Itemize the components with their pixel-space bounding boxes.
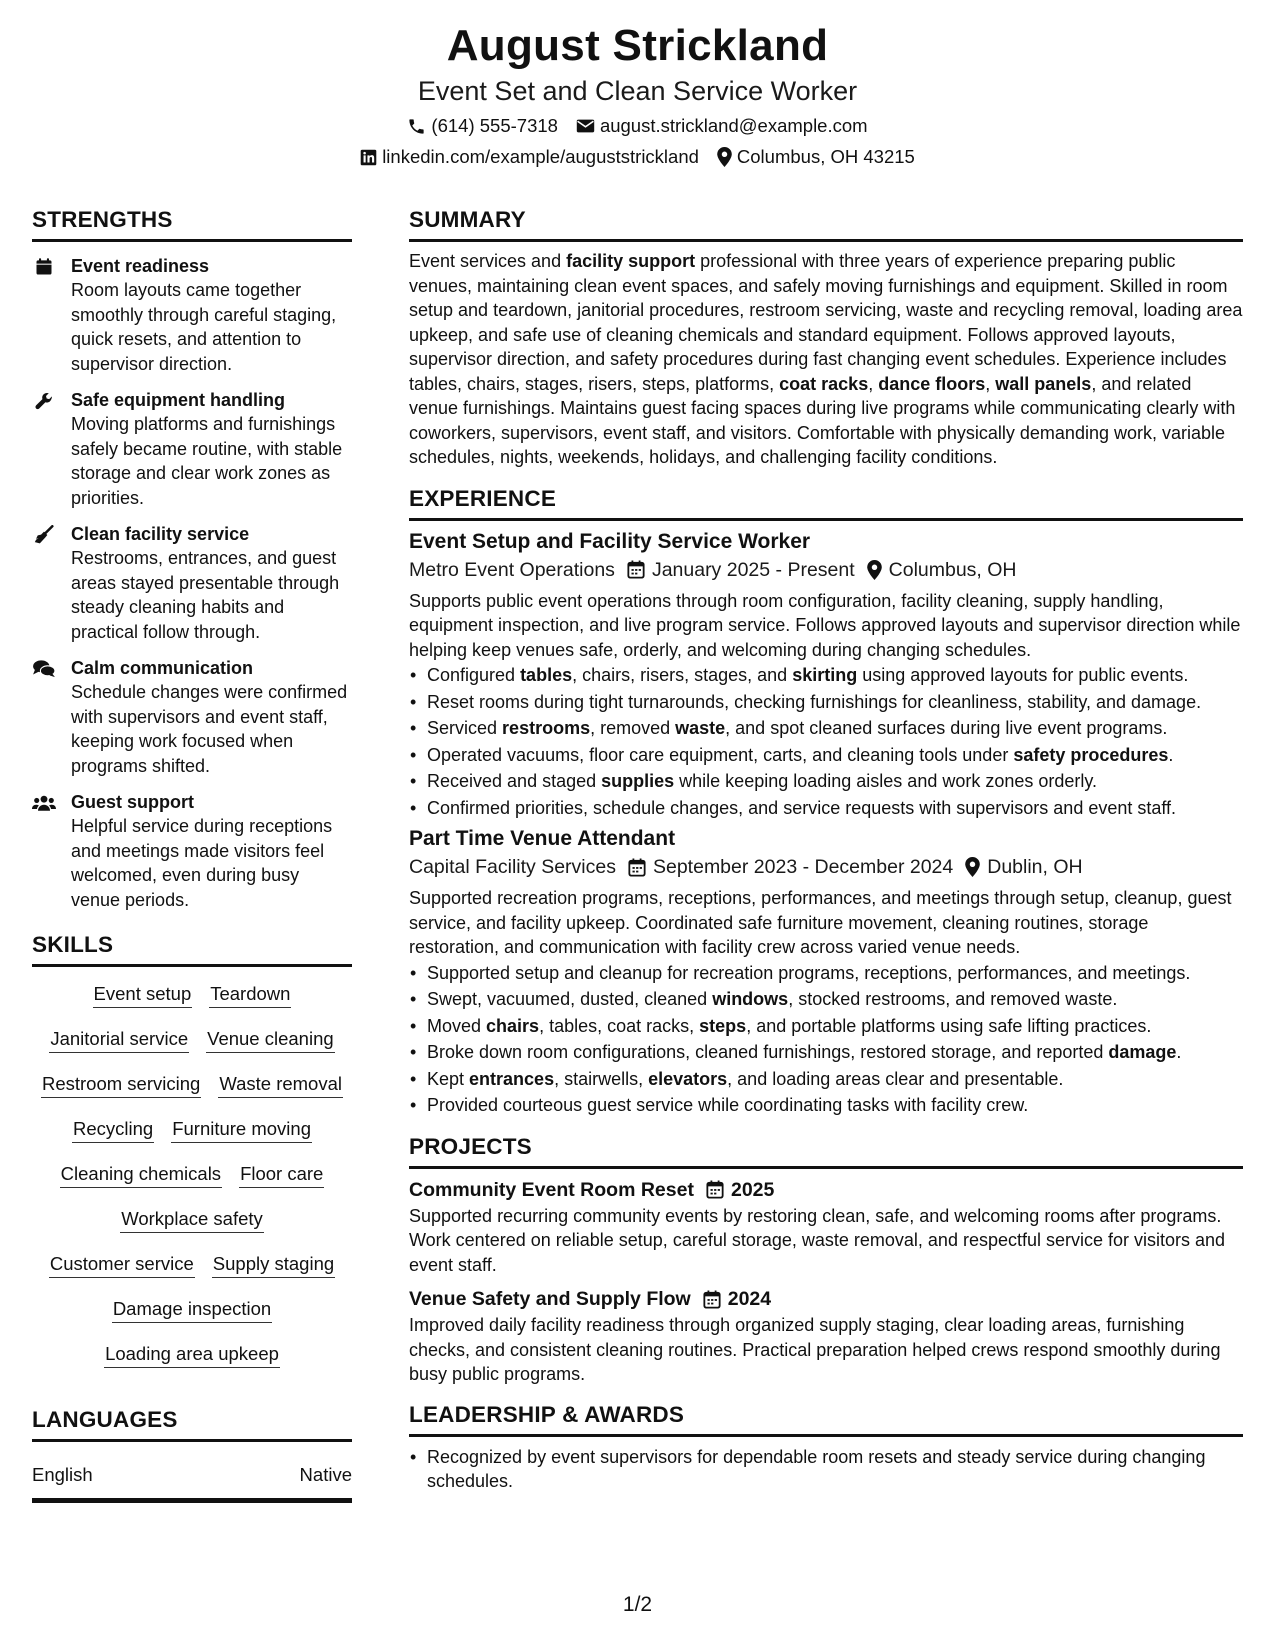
calendar-icon [32,257,56,277]
strength-item [32,388,352,510]
phone-item [407,111,558,141]
skill-tag: Restroom servicing [41,1071,201,1098]
job-dates-text: January 2025 - Present [651,558,855,581]
skill-tag: Supply staging [212,1251,335,1278]
skill-tag: Furniture moving [171,1116,312,1143]
location-text: Columbus, OH 43215 [736,146,915,167]
skill-row [32,1206,352,1251]
strength-desc: Restrooms, entrances, and guest areas stayed presentable through steady cleaning habits and practical follow through. [71,548,340,642]
skill-row [32,1341,352,1386]
language-level: Native [299,1464,352,1485]
job-location [965,853,1082,881]
job-entry [409,825,1243,1119]
job-description: Supports public event operations through room configuration, facility cleaning, supply handling, equipment inspection, and live program service. Follows approved layouts and supervisor direction while helping keep venues safe, orderly, and welcoming during changing schedules. [409,590,1241,660]
project-year-text: 2025 [730,1178,775,1201]
linkedin-text[interactable]: linkedin.com/example/auguststrickland [382,146,699,167]
users-icon [32,793,56,813]
linkedin-item[interactable] [360,142,699,172]
job-bullet: • Serviced restrooms, removed waste, and spot cleaned surfaces during live event programs. [427,715,1243,742]
project-entry [409,1177,1243,1278]
awards-heading: LEADERSHIP & AWARDS [409,1401,1243,1437]
skill-tag: Recycling [72,1116,154,1143]
job-bullet: • Reset rooms during tight turnarounds, checking furnishings for cleanliness, stability, and damage. [427,689,1243,716]
phone-icon [407,117,426,136]
summary-heading: SUMMARY [409,206,1243,242]
calendar-icon [627,560,645,579]
experience-heading: EXPERIENCE [409,485,1243,521]
skill-row [32,1071,352,1116]
skill-row [32,1116,352,1161]
job-bullet: • Received and staged supplies while keeping loading aisles and work zones orderly. [427,768,1243,795]
email-text[interactable]: august.strickland@example.com [599,115,868,136]
skill-tag: Floor care [239,1161,324,1188]
language-name: English [32,1464,93,1485]
email-item[interactable] [576,111,868,141]
skill-row [32,1026,352,1071]
strength-desc: Room layouts came together smoothly through careful staging, quick resets, and attention to supervisor direction. [71,280,337,374]
job-bullet: • Provided courteous guest service while coordinating tasks with facility crew. [427,1092,1243,1119]
summary-text: Event services and facility support professional with three years of experience preparing public venues, maintaining clean event spaces, and safely moving furnishings and equipment. Skilled in room setup and teardown, janitorial procedures, restroom servicing, waste and recycling removal, loading area upkeep, and safe use of cleaning chemicals and standard equipment. Follows approved layouts, supervisor direction, and safety procedures during fast changing event schedules. Experience includes tables, chairs, stages, risers, steps, platforms, coat racks, dance floors, wall panels, and related venue furnishings. Maintains guest facing spaces during live programs while communicating clearly with coworkers, supervisors, event staff, and visitors. Comfortable with physically demanding work, variable schedules, nights, weekends, holidays, and challenging facility conditions. [409,251,1243,467]
job-bullet: • Broke down room configurations, cleaned furnishings, restored storage, and reported damage. [427,1039,1243,1066]
project-description: Supported recurring community events by restoring clean, safe, and welcoming rooms after programs. Work centered on reliable setup, careful storage, waste removal, and respectful service for visitors and event staff. [409,1205,1226,1275]
job-bullet: • Swept, vacuumed, dusted, cleaned windows, stocked restrooms, and removed waste. [427,986,1243,1013]
skill-tag: Janitorial service [49,1026,189,1053]
candidate-title: Event Set and Clean Service Worker [417,76,858,106]
skill-row [32,981,352,1026]
skill-tag: Loading area upkeep [104,1341,280,1368]
job-bullet: • Configured tables, chairs, risers, stages, and skirting using approved layouts for public events. [427,662,1243,689]
calendar-icon [706,1180,724,1199]
job-bullets [409,662,1243,821]
skill-tag: Event setup [93,981,193,1008]
job-description: Supported recreation programs, receptions, performances, and meetings through setup, cleanup, guest service, and facility upkeep. Coordinated safe furniture movement, cleaning routines, storage restoration, and communication with facility crew across varied venue needs. [409,888,1232,957]
job-bullet: • Operated vacuums, floor care equipment, carts, and cleaning tools under safety procedures. [427,742,1243,769]
job-meta [409,556,1243,584]
project-year [703,1286,771,1312]
project-title-row [409,1286,1243,1312]
envelope-icon [576,118,595,134]
project-title: Community Event Room Reset [409,1178,694,1201]
phone-text: (614) 555-7318 [431,115,558,136]
candidate-name: August Strickland [446,21,829,70]
languages-heading: LANGUAGES [32,1406,352,1442]
skill-row [32,1296,352,1341]
strength-desc: Moving platforms and furnishings safely became routine, with stable storage and clear work zones as priorities. [71,414,343,508]
strength-item [32,656,352,778]
strength-title: Event readiness [71,256,210,276]
project-title: Venue Safety and Supply Flow [409,1288,691,1310]
location-item [717,142,915,172]
job-title: Part Time Venue Attendant [409,827,676,850]
left-column [32,206,352,1503]
job-meta [409,853,1243,881]
linkedin-icon [360,149,377,166]
job-bullet: • Supported setup and cleanup for recreation programs, receptions, performances, and meetings. [427,960,1243,987]
map-pin-icon [717,147,732,167]
project-year [706,1177,774,1203]
contact-row-2 [0,142,1275,172]
job-entry [409,528,1243,822]
skill-row [32,1251,352,1296]
strength-item [32,522,352,644]
strength-title: Clean facility service [71,524,250,544]
job-location [867,556,1017,584]
strength-item [32,790,352,912]
strength-desc: Schedule changes were confirmed with supervisors and event staff, keeping work focused when programs shifted. [71,682,348,776]
job-company: Capital Facility Services [409,856,616,878]
comments-icon [32,659,56,679]
broom-icon [32,525,56,545]
skills-heading: SKILLS [32,931,352,967]
strength-item [32,254,352,376]
strength-title: Guest support [71,792,195,812]
project-year-text: 2024 [727,1288,772,1310]
right-column [409,206,1243,1494]
wrench-icon [32,391,56,411]
job-bullet: • Kept entrances, stairwells, elevators, and loading areas clear and presentable. [427,1066,1243,1093]
map-pin-icon [965,857,980,877]
job-location-text: Dublin, OH [987,856,1083,878]
page-number: 1/2 [622,1593,653,1616]
award-item: • Recognized by event supervisors for dependable room resets and steady service during changing schedules. [427,1445,1243,1494]
projects-heading: PROJECTS [409,1133,1243,1169]
strength-title: Calm communication [71,658,254,678]
skills-list [32,967,352,1386]
skill-tag: Workplace safety [120,1206,264,1233]
project-entry [409,1286,1243,1387]
job-dates [628,853,953,881]
calendar-icon [703,1290,721,1309]
project-description: Improved daily facility readiness through organized supply staging, clear loading areas, furnishing checks, and consistent cleaning routines. Practical preparation helped crews respond smoothly during busy public programs. [409,1315,1221,1384]
job-bullet: • Confirmed priorities, schedule changes, and service requests with supervisors and event staff. [427,795,1243,822]
job-dates [627,556,855,584]
skill-tag: Venue cleaning [206,1026,335,1053]
skill-tag: Teardown [209,981,291,1008]
job-dates-text: September 2023 - December 2024 [652,856,954,878]
job-company: Metro Event Operations [409,558,615,581]
contact-row-1 [0,111,1275,141]
job-title: Event Setup and Facility Service Worker [409,529,811,553]
job-location-text: Columbus, OH [888,558,1017,581]
project-title-row [409,1177,1243,1203]
language-row [32,1463,352,1487]
strengths-list [32,254,352,912]
skill-tag: Damage inspection [112,1296,272,1323]
skill-tag: Customer service [49,1251,195,1278]
language-level-bar [32,1498,352,1503]
strengths-heading: STRENGTHS [32,206,352,242]
calendar-icon [628,858,646,877]
resume-header [0,18,1275,172]
strength-desc: Helpful service during receptions and meetings made visitors feel welcomed, even during busy venue periods. [71,816,333,910]
job-bullets [409,960,1243,1119]
skill-tag: Cleaning chemicals [60,1161,222,1188]
skill-row [32,1161,352,1206]
job-bullet: • Moved chairs, tables, coat racks, steps, and portable platforms using safe lifting practices. [427,1013,1243,1040]
strength-title: Safe equipment handling [71,390,286,410]
map-pin-icon [867,560,882,580]
awards-list [409,1445,1243,1494]
skill-tag: Waste removal [218,1071,343,1098]
